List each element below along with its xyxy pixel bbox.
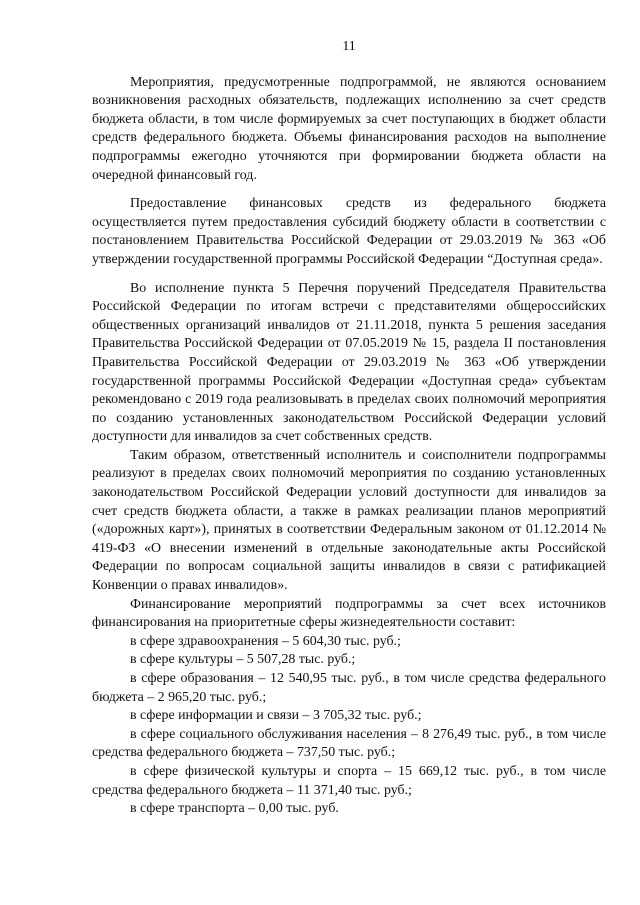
- funding-item-healthcare: в сфере здравоохранения – 5 604,30 тыс. руб.;: [130, 633, 401, 649]
- document-page: [92, 38, 606, 819]
- funding-item-culture: в сфере культуры – 5 507,28 тыс. руб.;: [130, 652, 356, 668]
- paragraph-1: Мероприятия, предусмотренные подпрограммой, не являются основанием возникновения расходных обязательств, подлежащих исполнению за счет средств бюджета области, в том числе формируемых за счет поступающих в бюджет области средств федерального бюджета. Объемы финансирования расходов на выполнение подпрограммы ежегодно уточняются при формировании бюджета области на очередной финансовый год.: [92, 74, 606, 183]
- funding-item-transport: в сфере транспорта – 0,00 тыс. руб.: [130, 801, 339, 817]
- funding-item-sport: в сфере физической культуры и спорта – 15 669,12 тыс. руб., в том числе средства федерального бюджета – 11 371,40 тыс. руб.;: [92, 763, 606, 798]
- funding-item-information: в сфере информации и связи – 3 705,32 тыс. руб.;: [130, 708, 422, 724]
- paragraph-3: Во исполнение пункта 5 Перечня поручений Председателя Правительства Российской Федерации по итогам встречи с представителями общероссийских общественных организаций инвалидов от 21.11.2018, пункта 5 решения заседания Правительства Российской Федерации от 07.05.2019 № 15, раздела II постановления Правительства Российской Федерации от 29.03.2019 № 363 «Об утверждении государственной программы Российской Федерации «Доступная среда» субъектам рекомендовано с 2019 года реализовывать в пределах своих полномочий мероприятия по созданию установленных законодательством Российской Федерации условий доступности для инвалидов за счет собственных средств.: [92, 280, 606, 445]
- paragraph-4: Таким образом, ответственный исполнитель и соисполнители подпрограммы реализуют в пределах своих полномочий мероприятия по созданию установленных законодательством Российской Федерации условий доступности для инвалидов за счет средств бюджета области, а также в рамках реализации планов мероприятий («дорожных карт»), принятых в соответствии Федеральным законом от 01.12.2014 № 419-ФЗ «О внесении изменений в отдельные законодательные акты Российской Федерации по вопросам социальной защиты инвалидов в связи с ратификацией Конвенции о правах инвалидов».: [92, 447, 606, 594]
- page-number: 11: [342, 39, 356, 54]
- paragraph-gap: [92, 270, 606, 280]
- funding-item-social-services: в сфере социального обслуживания населения – 8 276,49 тыс. руб., в том числе средства федерального бюджета – 737,50 тыс. руб.;: [92, 726, 606, 761]
- funding-item-education: в сфере образования – 12 540,95 тыс. руб., в том числе средства федерального бюджета – 2 965,20 тыс. руб.;: [92, 671, 606, 705]
- funding-list: [92, 633, 606, 819]
- paragraph-gap: [92, 185, 606, 195]
- paragraph-2: Предоставление финансовых средств из федерального бюджета осуществляется путем предоставления субсидий бюджету области в соответствии с постановлением Правительства Российской Федерации от 29.03.2019 № 363 «Об утверждении государственной программы Российской Федерации “Доступная среда».: [92, 196, 606, 267]
- paragraph-5: Финансирование мероприятий подпрограммы за счет всех источников финансирования на приоритетные сферы жизнедеятельности составит:: [92, 596, 606, 631]
